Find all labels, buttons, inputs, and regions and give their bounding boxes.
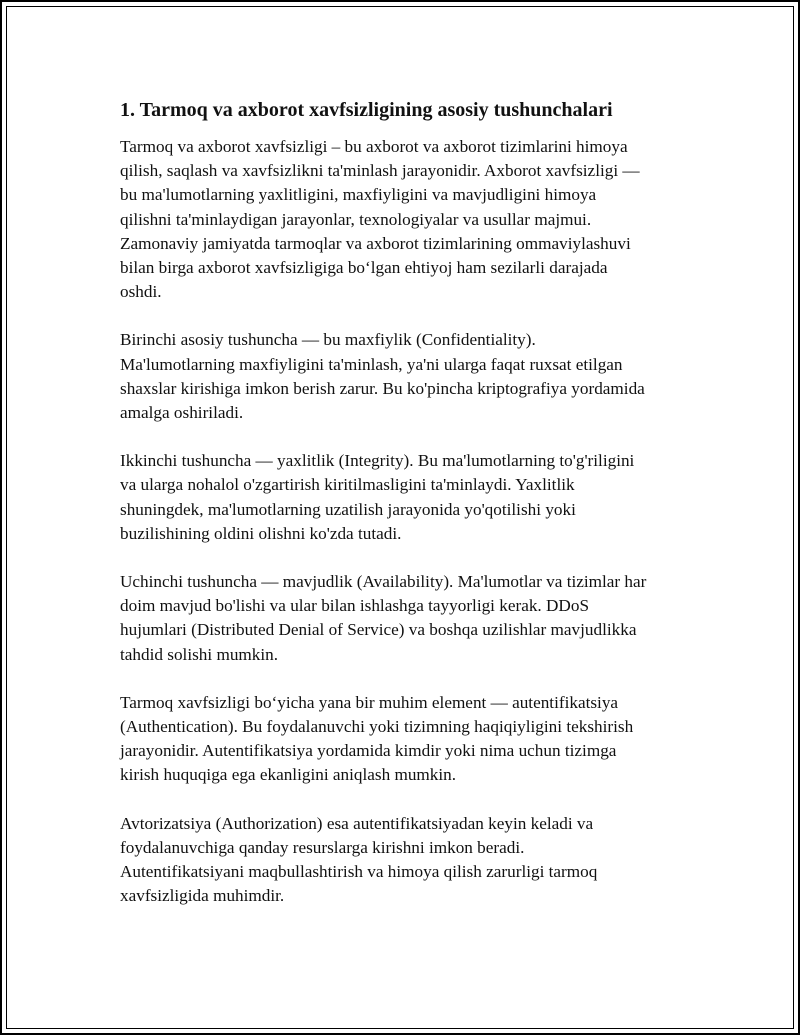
- paragraph-6: [120, 812, 700, 909]
- paragraph-line: Uchinchi tushuncha — mavjudlik (Availability). Ma'lumotlar va tizimlar har: [120, 572, 647, 592]
- paragraph-line: bu ma'lumotlarning yaxlitligini, maxfiyligini va mavjudligini himoya: [120, 185, 597, 205]
- paragraph-line: (Authentication). Bu foydalanuvchi yoki tizimning haqiqiyligini tekshirish: [120, 717, 634, 737]
- paragraph-line: Autentifikatsiyani maqbullashtirish va himoya qilish zarurligi tarmoq: [120, 862, 598, 882]
- paragraph-line: jarayonidir. Autentifikatsiya yordamida kimdir yoki nima uchun tizimga: [120, 741, 617, 761]
- paragraph-line: tahdid solishi mumkin.: [120, 644, 279, 664]
- paragraph-1: [120, 135, 700, 304]
- paragraph-line: Avtorizatsiya (Authorization) esa autentifikatsiyadan keyin keladi va: [120, 813, 594, 833]
- paragraph-line: kirish huquqiga ega ekanligini aniqlash mumkin.: [120, 765, 457, 785]
- paragraph-line: oshdi.: [120, 282, 162, 302]
- paragraph-line: va ularga nohalol o'zgartirish kiritilmasligini ta'minlaydi. Yaxlitlik: [120, 475, 575, 495]
- paragraph-4: [120, 570, 700, 667]
- paragraph-line: Ikkinchi tushuncha — yaxlitlik (Integrity). Bu ma'lumotlarning to'g'riligini: [120, 451, 635, 471]
- paragraph-line: qilishni ta'minlaydigan jarayonlar, texnologiyalar va usullar majmui.: [120, 209, 592, 229]
- paragraph-line: buzilishining oldini olishni ko'zda tutadi.: [120, 523, 402, 543]
- paragraph-line: doim mavjud bo'lishi va ular bilan ishlashga tayyorligi kerak. DDoS: [120, 596, 589, 616]
- paragraph-line: foydalanuvchiga qanday resurslarga kirishni imkon beradi.: [120, 837, 525, 857]
- paragraph-line: shaxslar kirishiga imkon berish zarur. Bu ko'pincha kriptografiya yordamida: [120, 378, 645, 398]
- paragraph-line: Zamonaviy jamiyatda tarmoqlar va axborot tizimlarining ommaviylashuvi: [120, 233, 631, 253]
- paragraph-2: [120, 328, 700, 425]
- paragraph-line: Birinchi asosiy tushuncha — bu maxfiylik (Confidentiality).: [120, 330, 536, 350]
- paragraph-line: shuningdek, ma'lumotlarning uzatilish jarayonida yo'qotilishi yoki: [120, 499, 576, 519]
- section-heading: 1. Tarmoq va axborot xavfsizligining asosiy tushunchalari: [120, 99, 613, 121]
- paragraph-line: Tarmoq xavfsizligi bo‘yicha yana bir muhim element — autentifikatsiya: [120, 692, 619, 712]
- paragraph-line: hujumlari (Distributed Denial of Service) va boshqa uzilishlar mavjudlikka: [120, 620, 637, 640]
- paragraph-line: qilish, saqlash va xavfsizlikni ta'minlash jarayonidir. Axborot xavfsizligi —: [120, 161, 640, 181]
- paragraph-line: Tarmoq va axborot xavfsizligi – bu axborot va axborot tizimlarini himoya: [120, 137, 628, 156]
- paragraph-list: [120, 135, 700, 908]
- paragraph-line: amalga oshiriladi.: [120, 403, 244, 423]
- paragraph-5: [120, 691, 700, 788]
- paragraph-3: [120, 449, 700, 546]
- paragraph-line: Ma'lumotlarning maxfiyligini ta'minlash, ya'ni ularga faqat ruxsat etilgan: [120, 354, 623, 374]
- document-content: [120, 98, 700, 932]
- paragraph-line: xavfsizligida muhimdir.: [120, 886, 285, 906]
- paragraph-line: bilan birga axborot xavfsizligiga bo‘lgan ehtiyoj ham sezilarli darajada: [120, 258, 608, 278]
